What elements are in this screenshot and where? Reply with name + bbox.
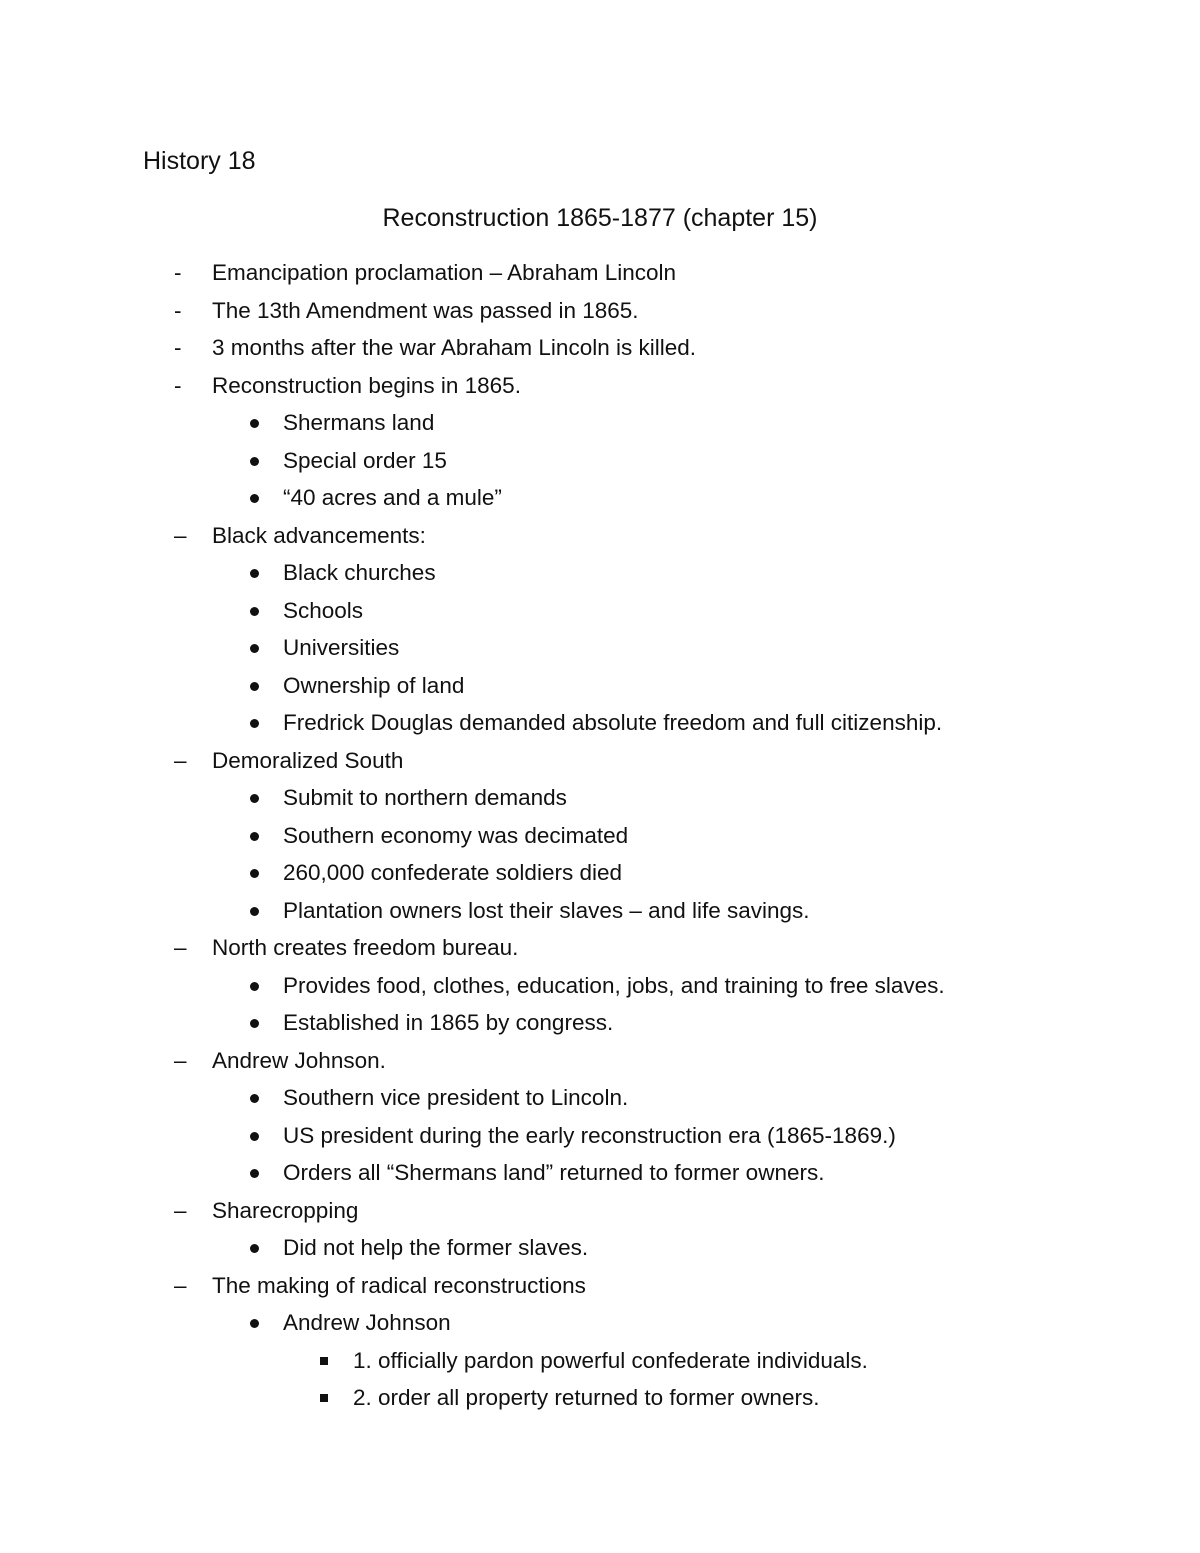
- list-item-text: Ownership of land: [283, 672, 465, 698]
- bullet-icon: [250, 457, 259, 466]
- list-item-text: Southern economy was decimated: [283, 822, 629, 848]
- dash-marker: –: [174, 935, 187, 960]
- list-item-text: Reconstruction begins in 1865.: [212, 372, 521, 398]
- list-item-text: Schools: [283, 597, 364, 623]
- list-item-text: Andrew Johnson: [283, 1310, 451, 1335]
- list-item-text: Sharecropping: [212, 1197, 359, 1223]
- dash-marker: -: [174, 335, 182, 360]
- bullet-icon: [250, 1094, 259, 1103]
- list-item-text: Demoralized South: [212, 747, 404, 773]
- bullet-icon: [250, 907, 259, 916]
- list-item-text: 2. order all property returned to former owners.: [353, 1385, 820, 1410]
- list-item-text: Shermans land: [283, 410, 435, 435]
- bullet-icon: [250, 644, 259, 653]
- dash-marker: -: [174, 372, 182, 398]
- list-item-text: “40 acres and a mule”: [283, 485, 502, 510]
- list-item-text: Emancipation proclamation – Abraham Lincoln: [212, 260, 677, 285]
- bullet-icon: [250, 1319, 259, 1328]
- bullet-icon: [250, 1132, 259, 1141]
- bullet-icon: [250, 569, 259, 578]
- list-item-text: Special order 15: [283, 447, 447, 473]
- list-item-text: Black advancements:: [212, 522, 426, 548]
- bullet-icon: [250, 869, 259, 878]
- list-item-text: The 13th Amendment was passed in 1865.: [212, 297, 639, 323]
- document-title: Reconstruction 1865-1877 (chapter 15): [382, 204, 818, 232]
- list-item-text: Orders all “Shermans land” returned to former owners.: [283, 1160, 825, 1185]
- list-item-text: Established in 1865 by congress.: [283, 1010, 614, 1035]
- bullet-icon: [250, 982, 259, 991]
- dash-marker: –: [174, 747, 187, 773]
- bullet-icon: [250, 832, 259, 841]
- bullet-icon: [250, 607, 259, 616]
- list-item-text: The making of radical reconstructions: [212, 1272, 586, 1298]
- list-item-text: 3 months after the war Abraham Lincoln is killed.: [212, 335, 696, 360]
- course-heading: History 18: [143, 147, 256, 175]
- dash-marker: –: [174, 522, 187, 548]
- list-item-text: Provides food, clothes, education, jobs, and training to free slaves.: [283, 972, 945, 998]
- bullet-icon: [250, 1019, 259, 1028]
- list-item-text: Plantation owners lost their slaves – and life savings.: [283, 897, 810, 923]
- square-bullet-icon: [320, 1357, 328, 1365]
- list-item-text: Did not help the former slaves.: [283, 1235, 589, 1260]
- list-item-text: North creates freedom bureau.: [212, 935, 519, 960]
- list-item-text: Submit to northern demands: [283, 785, 567, 810]
- bullet-icon: [250, 794, 259, 803]
- list-item-text: 260,000 confederate soldiers died: [283, 860, 622, 885]
- bullet-icon: [250, 419, 259, 428]
- bullet-icon: [250, 719, 259, 728]
- bullet-icon: [250, 494, 259, 503]
- list-item-text: Andrew Johnson.: [212, 1047, 386, 1073]
- dash-marker: –: [174, 1047, 187, 1073]
- list-item-text: Universities: [283, 635, 400, 660]
- dash-marker: -: [174, 297, 182, 323]
- list-item-text: Black churches: [283, 560, 436, 585]
- dash-marker: –: [174, 1197, 187, 1223]
- list-item-text: Fredrick Douglas demanded absolute freedom and full citizenship.: [283, 710, 943, 735]
- square-bullet-icon: [320, 1394, 328, 1402]
- dash-marker: -: [174, 260, 182, 285]
- list-item-text: US president during the early reconstruction era (1865-1869.): [283, 1122, 896, 1148]
- bullet-icon: [250, 1169, 259, 1178]
- bullet-icon: [250, 1244, 259, 1253]
- bullet-icon: [250, 682, 259, 691]
- list-item-text: 1. officially pardon powerful confederate individuals.: [353, 1347, 868, 1373]
- list-item-text: Southern vice president to Lincoln.: [283, 1085, 629, 1110]
- dash-marker: –: [174, 1272, 187, 1298]
